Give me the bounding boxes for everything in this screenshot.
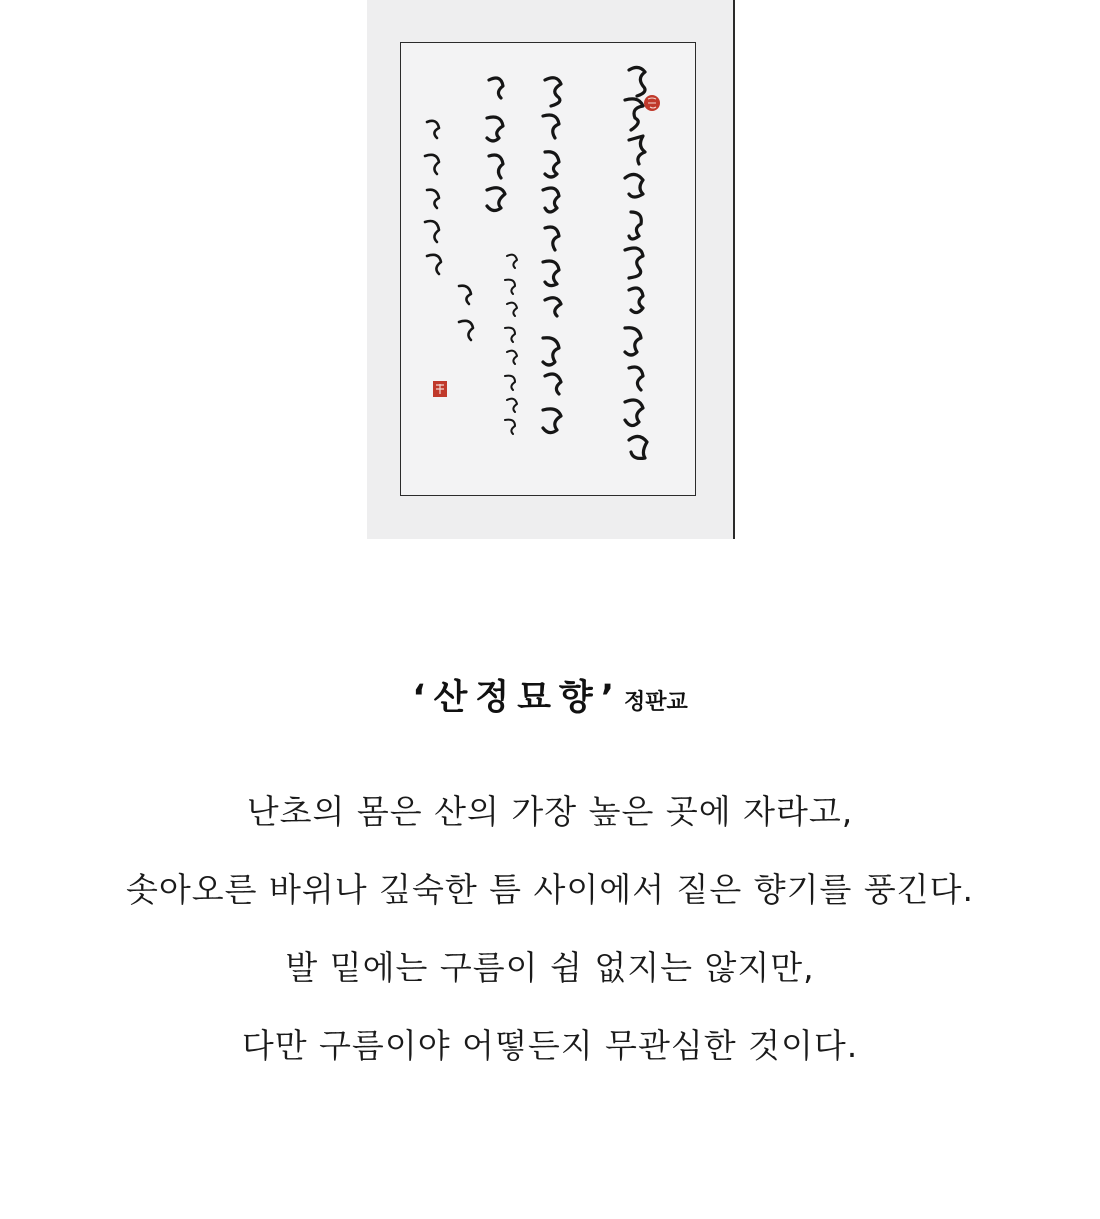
calligraphy-artwork bbox=[367, 0, 735, 539]
poem-line-3: 발 밑에는 구름이 쉼 없지는 않지만, bbox=[285, 948, 815, 987]
calligraphy-inscription bbox=[505, 255, 517, 434]
poem-title: ‘산정묘향’ bbox=[412, 678, 623, 718]
calligraphy-signature bbox=[425, 121, 473, 340]
poem-author: 정판교 bbox=[624, 690, 688, 715]
poem-line-1: 난초의 몸은 산의 가장 높은 곳에 자라고, bbox=[246, 792, 854, 831]
calligraphy-column-3 bbox=[487, 78, 505, 211]
poem-title-row bbox=[0, 670, 1100, 720]
poem-line-2: 솟아오른 바위나 깊숙한 틈 사이에서 짙은 향기를 풍긴다. bbox=[125, 870, 975, 909]
calligraphy-ink bbox=[367, 0, 733, 539]
calligraphy-column-1 bbox=[625, 67, 647, 458]
poem-line-4: 다만 구름이야 어떻든지 무관심한 것이다. bbox=[241, 1026, 859, 1065]
calligraphy-column-2 bbox=[543, 78, 561, 433]
